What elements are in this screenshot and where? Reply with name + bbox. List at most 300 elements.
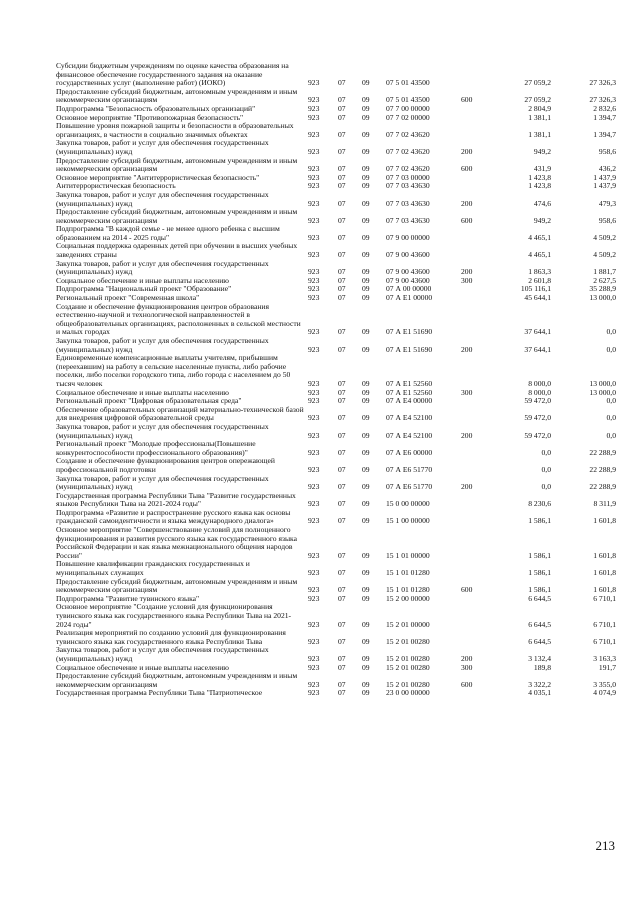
target-article-code: 07 А Е6 51770 — [386, 482, 433, 492]
ministry-code: 923 — [308, 284, 320, 294]
amount-year-1: 6 644,5 — [528, 619, 551, 629]
amount-year-2: 1 437,9 — [593, 181, 616, 191]
target-article-code: 07 9 00 00000 — [386, 232, 430, 242]
target-article-code: 15 0 00 00000 — [386, 499, 430, 509]
expense-type-code: 300 — [461, 275, 473, 285]
expense-type-code — [461, 603, 489, 629]
target-article-code: 07 А Е6 51770 — [386, 464, 433, 474]
ministry-code: 923 — [308, 78, 320, 88]
amount-year-2: 22 288,9 — [589, 447, 616, 457]
amount-year-2: 3 163,3 — [593, 653, 616, 663]
subsection-code: 09 — [362, 327, 370, 337]
subsection-code: 09 — [362, 550, 370, 560]
row-name: Основное мероприятие "Совершенствование условий для полноценного функционирования и развития русского языка как государственного языка Российской Федерации и как языка межнационального общения народов России" — [56, 525, 297, 560]
ministry-code: 923 — [308, 593, 320, 603]
expense-type-code: 200 — [461, 198, 473, 208]
section-code: 07 — [338, 499, 346, 509]
section-code: 07 — [338, 679, 346, 689]
subsection-code: 09 — [362, 464, 370, 474]
table-row — [56, 492, 616, 509]
row-name: Основное мероприятие "Противопожарная безопасность" — [56, 112, 244, 122]
section-code: 07 — [338, 516, 346, 526]
row-name: Подпрограмма «Развитие и распространение русского языка как основы гражданской самоидентичности и языка международного диалога» — [56, 507, 291, 526]
ministry-code: 923 — [308, 413, 320, 423]
section-code: 07 — [338, 232, 346, 242]
section-code: 07 — [338, 164, 346, 174]
amount-year-1: 8 000,0 — [528, 387, 551, 397]
section-code: 07 — [338, 482, 346, 492]
section-code: 07 — [338, 413, 346, 423]
ministry-code: 923 — [308, 215, 320, 225]
table-row — [56, 603, 616, 629]
target-article-code: 15 2 01 00000 — [386, 619, 430, 629]
target-article-code: 07 7 02 00000 — [386, 112, 430, 122]
expense-type-code — [461, 397, 489, 406]
section-code: 07 — [338, 447, 346, 457]
section-code: 07 — [338, 215, 346, 225]
amount-year-1: 1 586,1 — [528, 585, 551, 595]
amount-year-1: 59 472,0 — [524, 396, 551, 406]
amount-year-1: 8 230,6 — [528, 499, 551, 509]
subsection-code: 09 — [362, 215, 370, 225]
ministry-code: 923 — [308, 619, 320, 629]
subsection-code: 09 — [362, 499, 370, 509]
amount-year-1: 1 381,1 — [528, 129, 551, 139]
subsection-code: 09 — [362, 172, 370, 182]
ministry-code: 923 — [308, 499, 320, 509]
row-name: Региональный проект "Современная школа" — [56, 293, 200, 303]
section-code: 07 — [338, 250, 346, 260]
expense-type-code: 600 — [461, 164, 473, 174]
target-article-code: 15 2 00 00000 — [386, 593, 430, 603]
row-name: Закупка товаров, работ и услуг для обеспечения государственных (муниципальных) нужд — [56, 473, 269, 492]
expense-type-code — [461, 225, 489, 242]
amount-year-1: 474,6 — [533, 198, 551, 208]
amount-year-2: 0,0 — [606, 430, 616, 440]
table-row — [56, 578, 616, 595]
table-row — [56, 260, 616, 277]
target-article-code: 07 7 03 43630 — [386, 198, 430, 208]
amount-year-2: 0,0 — [606, 413, 616, 423]
ministry-code: 923 — [308, 103, 320, 113]
ministry-code: 923 — [308, 447, 320, 457]
section-code: 07 — [338, 327, 346, 337]
target-article-code: 07 7 03 00000 — [386, 172, 430, 182]
amount-year-1: 0,0 — [541, 464, 551, 474]
expense-type-code: 600 — [461, 679, 473, 689]
subsection-code: 09 — [362, 103, 370, 113]
subsection-code: 09 — [362, 164, 370, 174]
subsection-code: 09 — [362, 585, 370, 595]
section-code: 07 — [338, 396, 346, 406]
amount-year-1: 37 644,1 — [524, 327, 551, 337]
amount-year-1: 431,9 — [533, 164, 551, 174]
expense-type-code: 300 — [461, 387, 473, 397]
target-article-code: 07 5 01 43500 — [386, 95, 430, 105]
ministry-code: 923 — [308, 198, 320, 208]
ministry-code: 923 — [308, 181, 320, 191]
target-article-code: 15 1 01 01280 — [386, 585, 430, 595]
ministry-code: 923 — [308, 464, 320, 474]
amount-year-1: 0,0 — [541, 447, 551, 457]
amount-year-2: 27 326,3 — [589, 78, 616, 88]
amount-year-2: 1 601,8 — [593, 568, 616, 578]
row-name: Предоставление субсидий бюджетным, автономным учреждениям и иным некоммерческим организациям — [56, 671, 298, 689]
amount-year-2: 1 881,7 — [593, 267, 616, 277]
table-row — [56, 139, 616, 156]
ministry-code: 923 — [308, 378, 320, 388]
amount-year-2: 2 832,6 — [593, 103, 616, 113]
subsection-code: 09 — [362, 198, 370, 208]
row-name: Региональный проект "Молодые профессионалы(Повышение конкурентоспособности профессионального образования)" — [56, 439, 256, 457]
row-name: Региональный проект "Цифровая образовательная среда" — [56, 396, 242, 406]
row-name: Повышение уровня пожарной защиты и безопасности в образовательных организациях, в частности в социально значимых объектах — [56, 121, 294, 139]
amount-year-1: 1 586,1 — [528, 568, 551, 578]
subsection-code: 09 — [362, 653, 370, 663]
row-name: Государственная программа Республики Тыва "Патриотическое — [56, 688, 263, 698]
amount-year-1: 27 059,2 — [524, 78, 551, 88]
row-name: Закупка товаров, работ и услуг для обеспечения государственных (муниципальных) нужд — [56, 138, 269, 156]
expense-type-code: 200 — [461, 146, 473, 156]
amount-year-2: 2 627,5 — [593, 275, 616, 285]
target-article-code: 07 А Е1 52560 — [386, 387, 433, 397]
amount-year-2: 13 000,0 — [589, 378, 616, 388]
expense-type-code: 200 — [461, 482, 473, 492]
amount-year-2: 0,0 — [606, 396, 616, 406]
target-article-code: 07 А Е6 00000 — [386, 447, 433, 457]
amount-year-1: 45 644,1 — [524, 293, 551, 303]
amount-year-1: 2 601,8 — [528, 275, 551, 285]
expense-type-code: 300 — [461, 662, 473, 672]
subsection-code: 09 — [362, 593, 370, 603]
row-name: Подпрограмма "Национальный проект "Образование" — [56, 284, 232, 294]
table-row — [56, 88, 616, 105]
section-code: 07 — [338, 688, 346, 698]
table-row — [56, 208, 616, 225]
ministry-code: 923 — [308, 172, 320, 182]
amount-year-2: 1 394,7 — [593, 129, 616, 139]
ministry-code: 923 — [308, 430, 320, 440]
ministry-code: 923 — [308, 112, 320, 122]
subsection-code: 09 — [362, 112, 370, 122]
row-name: Единовременные компенсационные выплаты учителям, прибывшим (переехавшим) на работу в сельские населенные пункты, либо рабочие поселки, либо поселки городского типа, либо города с населением до 50 тысяч человек — [56, 353, 291, 388]
amount-year-2: 6 710,1 — [593, 636, 616, 646]
expense-type-code — [461, 114, 489, 123]
target-article-code: 07 А Е1 52560 — [386, 378, 433, 388]
amount-year-2: 22 288,9 — [589, 482, 616, 492]
amount-year-1: 1 586,1 — [528, 516, 551, 526]
amount-year-2: 436,2 — [598, 164, 616, 174]
expense-type-code — [461, 303, 489, 337]
subsection-code: 09 — [362, 344, 370, 354]
table-row — [56, 122, 616, 139]
section-code: 07 — [338, 267, 346, 277]
target-article-code: 07 А Е1 00000 — [386, 293, 433, 303]
section-code: 07 — [338, 198, 346, 208]
section-code: 07 — [338, 112, 346, 122]
row-name: Субсидии бюджетным учреждениям по оценке качества образования на финансовое обеспечение государственного задания на оказание государственных услуг (выполнение работ) (ИОКО) — [56, 61, 289, 88]
amount-year-1: 949,2 — [533, 215, 551, 225]
amount-year-2: 1 601,8 — [593, 516, 616, 526]
target-article-code: 07 9 00 43600 — [386, 267, 430, 277]
section-code: 07 — [338, 653, 346, 663]
amount-year-1: 59 472,0 — [524, 413, 551, 423]
ministry-code: 923 — [308, 636, 320, 646]
target-article-code: 15 2 01 00280 — [386, 636, 430, 646]
section-code: 07 — [338, 172, 346, 182]
row-name: Социальное обеспечение и иные выплаты населению — [56, 275, 229, 285]
table-row — [56, 646, 616, 663]
amount-year-2: 0,0 — [606, 327, 616, 337]
target-article-code: 07 А Е4 52100 — [386, 430, 433, 440]
expense-type-code — [461, 242, 489, 259]
expense-type-code — [461, 294, 489, 303]
amount-year-1: 0,0 — [541, 482, 551, 492]
section-code: 07 — [338, 619, 346, 629]
amount-year-1: 2 804,9 — [528, 103, 551, 113]
amount-year-1: 6 644,5 — [528, 636, 551, 646]
table-row — [56, 509, 616, 526]
ministry-code: 923 — [308, 688, 320, 698]
subsection-code: 09 — [362, 267, 370, 277]
ministry-code: 923 — [308, 387, 320, 397]
table-row — [56, 440, 616, 457]
row-name: Закупка товаров, работ и услуг для обеспечения государственных (муниципальных) нужд — [56, 258, 269, 277]
row-name: Реализация мероприятий по созданию условий для функционирования тувинского языка как государственного языка Республики Тыва — [56, 628, 286, 646]
table-row — [56, 689, 616, 698]
subsection-code: 09 — [362, 636, 370, 646]
target-article-code: 07 А Е1 51690 — [386, 344, 433, 354]
amount-year-2: 13 000,0 — [589, 387, 616, 397]
section-code: 07 — [338, 103, 346, 113]
subsection-code: 09 — [362, 396, 370, 406]
target-article-code: 07 А Е4 00000 — [386, 396, 433, 406]
expense-type-code — [461, 560, 489, 577]
section-code: 07 — [338, 293, 346, 303]
section-code: 07 — [338, 387, 346, 397]
amount-year-2: 27 326,3 — [589, 95, 616, 105]
ministry-code: 923 — [308, 653, 320, 663]
expense-type-code: 200 — [461, 267, 473, 277]
section-code: 07 — [338, 181, 346, 191]
subsection-code: 09 — [362, 275, 370, 285]
amount-year-1: 27 059,2 — [524, 95, 551, 105]
row-name: Повышение квалификации гражданских государственных и муниципальных служащих — [56, 559, 250, 578]
amount-year-1: 37 644,1 — [524, 344, 551, 354]
target-article-code: 15 2 01 00280 — [386, 662, 430, 672]
expense-type-code — [461, 122, 489, 139]
ministry-code: 923 — [308, 250, 320, 260]
target-article-code: 15 2 01 00280 — [386, 679, 430, 689]
amount-year-1: 4 465,1 — [528, 232, 551, 242]
row-name: Предоставление субсидий бюджетным, автономным учреждениям и иным некоммерческим организациям — [56, 155, 298, 174]
expense-type-code: 200 — [461, 344, 473, 354]
target-article-code: 07 7 00 00000 — [386, 103, 430, 113]
expense-type-code — [461, 440, 489, 457]
subsection-code: 09 — [362, 516, 370, 526]
ministry-code: 923 — [308, 482, 320, 492]
target-article-code: 23 0 00 00000 — [386, 688, 430, 698]
table-row — [56, 62, 616, 88]
row-name: Обеспечение образовательных организаций материально-технической базой для внедрения цифровой образовательной среды — [56, 404, 304, 423]
row-name: Подпрограмма "В каждой семье - не менее одного ребенка с высшим образованием на 2014 - 2025 годы" — [56, 224, 280, 242]
row-name: Подпрограмма "Развитие тувинского языка" — [56, 593, 200, 603]
target-article-code: 15 2 01 00280 — [386, 653, 430, 663]
section-code: 07 — [338, 464, 346, 474]
row-name: Социальное обеспечение и иные выплаты населению — [56, 387, 229, 397]
row-name: Создание и обеспечение функционирования центров образования естественно-научной и технологической направленностей в общеобразовательных организациях, расположенных в сельской местности и малых городах — [56, 301, 301, 337]
section-code: 07 — [338, 550, 346, 560]
amount-year-1: 8 000,0 — [528, 378, 551, 388]
subsection-code: 09 — [362, 688, 370, 698]
expense-type-code: 600 — [461, 585, 473, 595]
target-article-code: 07 7 02 43620 — [386, 129, 430, 139]
table-row — [56, 337, 616, 354]
subsection-code: 09 — [362, 95, 370, 105]
amount-year-1: 1 586,1 — [528, 550, 551, 560]
page-number: 213 — [595, 838, 615, 853]
table-row — [56, 354, 616, 388]
subsection-code: 09 — [362, 232, 370, 242]
ministry-code: 923 — [308, 679, 320, 689]
expense-type-code — [461, 174, 489, 183]
amount-year-2: 191,7 — [598, 662, 616, 672]
subsection-code: 09 — [362, 482, 370, 492]
ministry-code: 923 — [308, 164, 320, 174]
section-code: 07 — [338, 78, 346, 88]
expense-type-code — [461, 62, 489, 88]
amount-year-2: 3 355,0 — [593, 679, 616, 689]
section-code: 07 — [338, 344, 346, 354]
amount-year-2: 958,6 — [598, 215, 616, 225]
amount-year-1: 1 381,1 — [528, 112, 551, 122]
expense-type-code — [461, 629, 489, 646]
section-code: 07 — [338, 568, 346, 578]
target-article-code: 07 9 00 43600 — [386, 275, 430, 285]
amount-year-2: 6 710,1 — [593, 619, 616, 629]
amount-year-2: 4 074,9 — [593, 688, 616, 698]
target-article-code: 07 5 01 43500 — [386, 78, 430, 88]
target-article-code: 07 7 02 43620 — [386, 146, 430, 156]
expense-type-code — [461, 457, 489, 474]
table-row — [56, 457, 616, 474]
amount-year-1: 1 423,8 — [528, 172, 551, 182]
subsection-code: 09 — [362, 146, 370, 156]
amount-year-1: 105 116,1 — [520, 284, 551, 294]
section-code: 07 — [338, 636, 346, 646]
ministry-code: 923 — [308, 344, 320, 354]
expense-type-code — [461, 105, 489, 114]
subsection-code: 09 — [362, 387, 370, 397]
target-article-code: 07 А 00 00000 — [386, 284, 432, 294]
ministry-code: 923 — [308, 146, 320, 156]
table-row — [56, 423, 616, 440]
row-name: Социальное обеспечение и иные выплаты населению — [56, 662, 229, 672]
amount-year-1: 59 472,0 — [524, 430, 551, 440]
ministry-code: 923 — [308, 95, 320, 105]
target-article-code: 15 1 00 00000 — [386, 516, 430, 526]
target-article-code: 07 7 03 43630 — [386, 181, 430, 191]
table-body — [56, 62, 616, 698]
table-row — [56, 475, 616, 492]
ministry-code: 923 — [308, 516, 320, 526]
subsection-code: 09 — [362, 378, 370, 388]
subsection-code: 09 — [362, 430, 370, 440]
table-row — [56, 629, 616, 646]
row-name: Государственная программа Республики Тыва "Развитие государственных языков Республики Тыва на 2021-2024 годы" — [56, 490, 296, 509]
amount-year-1: 189,8 — [533, 662, 551, 672]
amount-year-2: 1 601,8 — [593, 585, 616, 595]
expense-type-code — [461, 285, 489, 294]
expense-type-code — [461, 689, 489, 698]
subsection-code: 09 — [362, 293, 370, 303]
expense-type-code: 200 — [461, 430, 473, 440]
subsection-code: 09 — [362, 181, 370, 191]
table-row — [56, 303, 616, 337]
ministry-code: 923 — [308, 327, 320, 337]
ministry-code: 923 — [308, 585, 320, 595]
expense-type-code — [461, 182, 489, 191]
row-name: Закупка товаров, работ и услуг для обеспечения государственных (муниципальных) нужд — [56, 189, 269, 208]
row-name: Закупка товаров, работ и услуг для обеспечения государственных (муниципальных) нужд — [56, 336, 269, 354]
section-code: 07 — [338, 662, 346, 672]
amount-year-2: 1 394,7 — [593, 112, 616, 122]
ministry-code: 923 — [308, 267, 320, 277]
section-code: 07 — [338, 146, 346, 156]
section-code: 07 — [338, 129, 346, 139]
expense-type-code: 600 — [461, 215, 473, 225]
amount-year-2: 4 509,2 — [593, 250, 616, 260]
amount-year-1: 4 465,1 — [528, 250, 551, 260]
section-code: 07 — [338, 284, 346, 294]
amount-year-2: 4 509,2 — [593, 232, 616, 242]
subsection-code: 09 — [362, 250, 370, 260]
ministry-code: 923 — [308, 396, 320, 406]
amount-year-2: 958,6 — [598, 146, 616, 156]
amount-year-2: 1 601,8 — [593, 550, 616, 560]
ministry-code: 923 — [308, 232, 320, 242]
table-row — [56, 242, 616, 259]
subsection-code: 09 — [362, 447, 370, 457]
table-row — [56, 672, 616, 689]
target-article-code: 07 А Е1 51690 — [386, 327, 433, 337]
expense-type-code — [461, 406, 489, 423]
amount-year-1: 949,2 — [533, 146, 551, 156]
table-row — [56, 526, 616, 560]
ministry-code: 923 — [308, 662, 320, 672]
table-row — [56, 406, 616, 423]
ministry-code: 923 — [308, 568, 320, 578]
section-code: 07 — [338, 585, 346, 595]
amount-year-2: 1 437,9 — [593, 172, 616, 182]
expense-type-code — [461, 595, 489, 604]
section-code: 07 — [338, 378, 346, 388]
target-article-code: 07 7 02 43620 — [386, 164, 430, 174]
target-article-code: 07 А Е4 52100 — [386, 413, 433, 423]
section-code: 07 — [338, 95, 346, 105]
expense-type-code: 200 — [461, 653, 473, 663]
expense-type-code — [461, 509, 489, 526]
row-name: Создание и обеспечение функционирования центров опережающей профессиональной подготовки — [56, 456, 275, 474]
subsection-code: 09 — [362, 284, 370, 294]
subsection-code: 09 — [362, 619, 370, 629]
expense-type-code — [461, 526, 489, 560]
subsection-code: 09 — [362, 662, 370, 672]
expense-type-code — [461, 492, 489, 509]
row-name: Основное мероприятие "Антитеррористическая безопасность" — [56, 172, 260, 182]
subsection-code: 09 — [362, 568, 370, 578]
amount-year-1: 6 644,5 — [528, 593, 551, 603]
